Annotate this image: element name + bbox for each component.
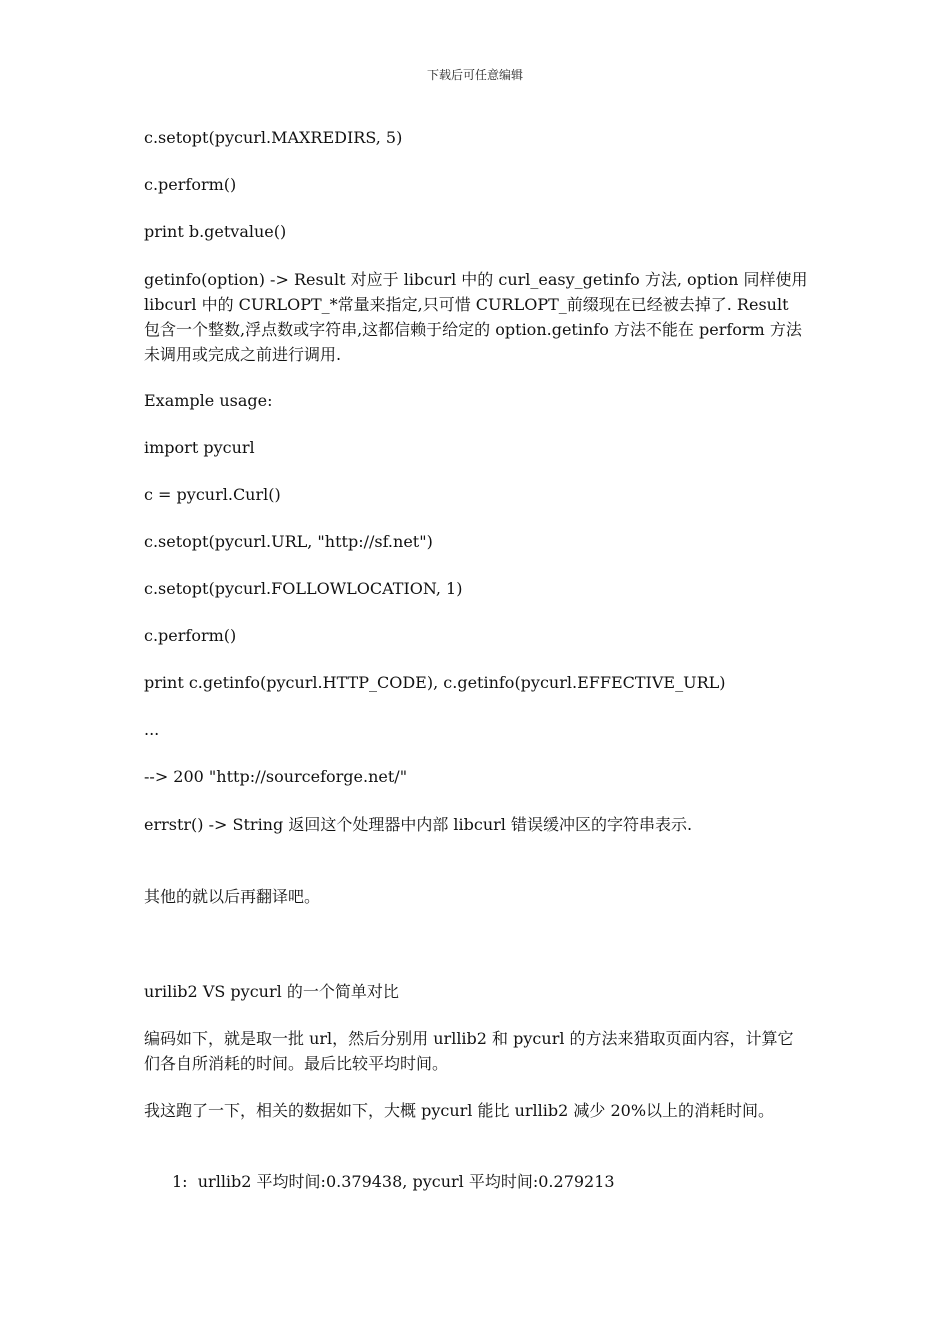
page-header: 下载后可任意编辑	[426, 68, 523, 82]
code-line-perform-2: c.perform()	[144, 626, 237, 645]
code-line-setopt-maxredirs: c.setopt(pycurl.MAXREDIRS, 5)	[144, 128, 403, 147]
section-spacer	[144, 931, 808, 979]
example-usage-label: Example usage:	[144, 391, 273, 410]
code-line-curl-init: c = pycurl.Curl()	[144, 485, 281, 504]
code-line-setopt-url: c.setopt(pycurl.URL, "http://sf.net")	[144, 532, 433, 551]
getinfo-description: getinfo(option) -> Result 对应于 libcurl 中的 curl_easy_getinfo 方法, option 同样使用 libcurl 中的 CURLOPT_*常量来指定,只可惜 CURLOPT_前缀现在已经被去掉了. Result 包含一个整数,浮点数或字符串,这都信赖于给定的 option.getinfo 方法不能在 perform 方法未调用或完成之前进行调用.	[144, 270, 808, 364]
section-heading: urilib2 VS pycurl 的一个简单对比	[144, 982, 399, 1001]
code-line-print-getinfo: print c.getinfo(pycurl.HTTP_CODE), c.getinfo(pycurl.EFFECTIVE_URL)	[144, 673, 726, 692]
result-line-1: 1: urllib2 平均时间:0.379438, pycurl 平均时间:0.279213	[172, 1172, 615, 1191]
closing-note: 其他的就以后再翻译吧。	[144, 887, 321, 906]
code-line-output: --> 200 "http://sourceforge.net/"	[144, 767, 408, 786]
code-line-setopt-followlocation: c.setopt(pycurl.FOLLOWLOCATION, 1)	[144, 579, 463, 598]
code-line-ellipsis: ...	[144, 720, 160, 739]
document-body	[144, 126, 808, 1217]
code-line-import: import pycurl	[144, 438, 255, 457]
code-line-print-getvalue: print b.getvalue()	[144, 222, 287, 241]
code-line-perform: c.perform()	[144, 175, 237, 194]
errstr-description: errstr() -> String 返回这个处理器中内部 libcurl 错误缓冲区的字符串表示.	[144, 815, 693, 834]
comparison-intro: 编码如下，就是取一批 url，然后分别用 urllib2 和 pycurl 的方法来猎取页面内容，计算它们各自所消耗的时间。最后比较平均时间。	[144, 1029, 794, 1073]
comparison-result: 我这跑了一下，相关的数据如下，大概 pycurl 能比 urllib2 减少 20%以上的消耗时间。	[144, 1101, 775, 1120]
